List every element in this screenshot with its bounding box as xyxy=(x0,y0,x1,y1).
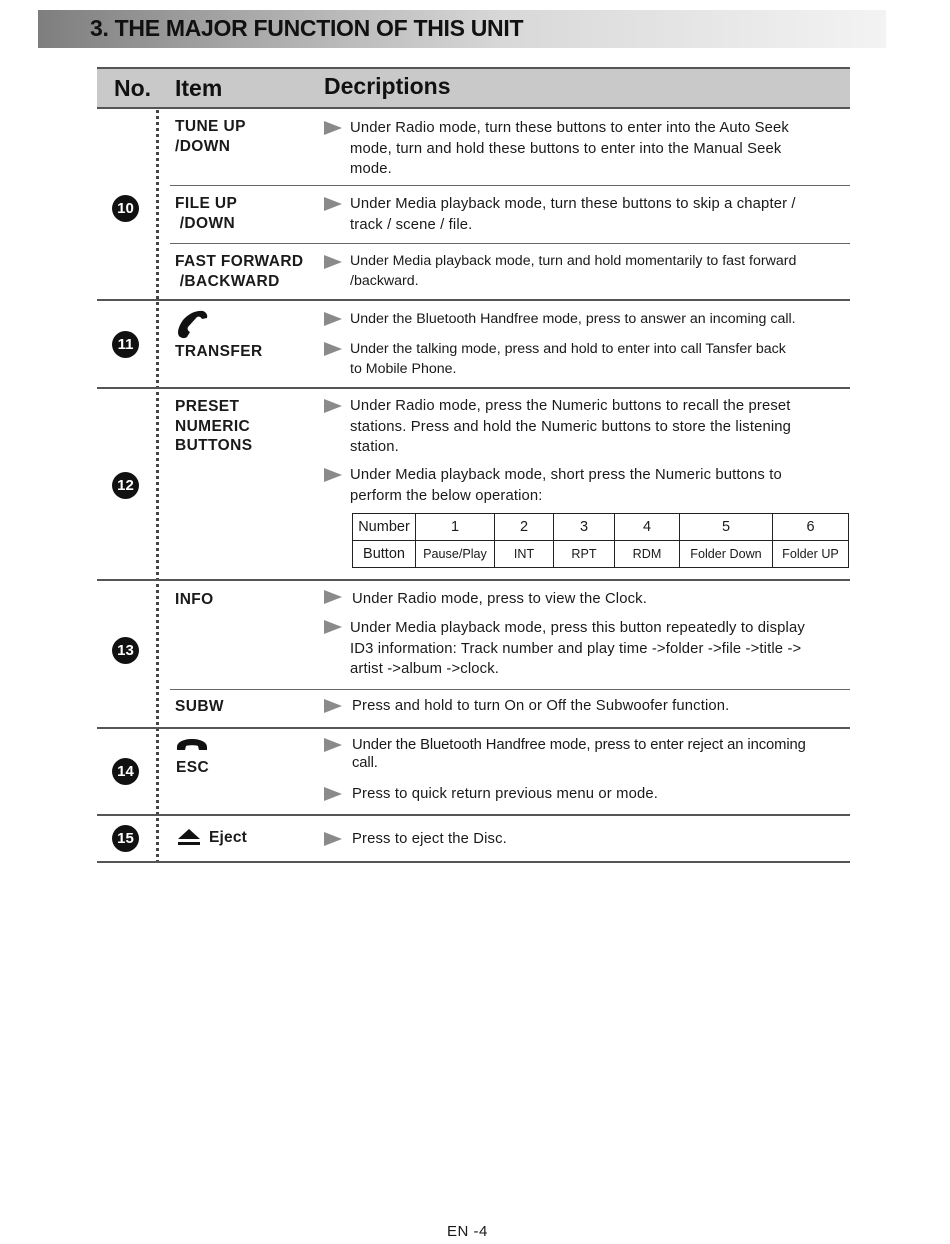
row-number-badge: 10 xyxy=(112,195,139,222)
item-preset: PRESET NUMERIC BUTTONS xyxy=(175,398,253,454)
row-number-badge: 13 xyxy=(112,637,139,664)
table-row xyxy=(353,541,849,568)
bullet-arrow-icon xyxy=(324,399,342,413)
table-cell: 5 xyxy=(680,514,773,541)
page-number: EN -4 xyxy=(447,1223,488,1240)
divider xyxy=(97,861,850,863)
table-row xyxy=(353,514,849,541)
desc-subw: Press and hold to turn On or Off the Subwoofer function. xyxy=(352,698,730,714)
item-file: FILE UP /DOWN xyxy=(175,195,238,232)
divider xyxy=(97,387,850,389)
bullet-arrow-icon xyxy=(324,468,342,482)
table-cell: Folder UP xyxy=(773,541,849,568)
divider xyxy=(97,727,850,729)
item-eject: Eject xyxy=(209,829,248,846)
bullet-arrow-icon xyxy=(324,699,342,713)
desc-call-transfer: Under the talking mode, press and hold to enter into call Tansfer back to Mobile Phone. xyxy=(350,341,786,377)
divider xyxy=(170,185,850,186)
table-cell: Number xyxy=(353,514,416,541)
table-cell: 4 xyxy=(615,514,680,541)
bullet-arrow-icon xyxy=(324,590,342,604)
column-separator xyxy=(156,110,159,863)
numeric-operations-table xyxy=(352,513,849,568)
divider xyxy=(97,814,850,816)
desc-reject-call: Under the Bluetooth Handfree mode, press to enter reject an incoming call. xyxy=(352,737,806,771)
item-esc: ESC xyxy=(176,759,210,776)
desc-file: Under Media playback mode, turn these buttons to skip a chapter / track / scene / file. xyxy=(350,196,796,233)
desc-info-media: Under Media playback mode, press this button repeatedly to display ID3 information: Track number and play time ->folder ->file ->title -> artist ->album ->clock. xyxy=(350,620,805,677)
phone-answer-icon xyxy=(175,309,209,339)
row-number-badge: 12 xyxy=(112,472,139,499)
header-no: No. xyxy=(114,75,152,101)
table-cell: RPT xyxy=(554,541,615,568)
bullet-arrow-icon xyxy=(324,197,342,211)
row-number-badge: 11 xyxy=(112,331,139,358)
divider xyxy=(170,689,850,690)
table-cell: Button xyxy=(353,541,416,568)
item-subw: SUBW xyxy=(175,698,224,715)
item-transfer: TRANSFER xyxy=(175,343,263,360)
bullet-arrow-icon xyxy=(324,787,342,801)
desc-preset-radio: Under Radio mode, press the Numeric buttons to recall the preset stations. Press and hold the Numeric buttons to store the listening station. xyxy=(350,398,792,455)
table-cell: 6 xyxy=(773,514,849,541)
table-cell: 2 xyxy=(495,514,554,541)
bullet-arrow-icon xyxy=(324,121,342,135)
header-descriptions: Decriptions xyxy=(324,73,451,99)
phone-reject-icon xyxy=(176,738,208,752)
divider xyxy=(97,579,850,581)
bullet-arrow-icon xyxy=(324,832,342,846)
eject-icon xyxy=(177,828,201,846)
desc-eject: Press to eject the Disc. xyxy=(352,831,507,847)
desc-preset-media: Under Media playback mode, short press the Numeric buttons to perform the below operation: xyxy=(350,467,782,504)
table-cell: INT xyxy=(495,541,554,568)
desc-tune: Under Radio mode, turn these buttons to enter into the Auto Seek mode, turn and hold these buttons to enter into the Manual Seek mode. xyxy=(350,120,789,177)
bullet-arrow-icon xyxy=(324,342,342,356)
item-info: INFO xyxy=(175,591,214,608)
bullet-arrow-icon xyxy=(324,255,342,269)
bullet-arrow-icon xyxy=(324,312,342,326)
row-number-badge: 15 xyxy=(112,825,139,852)
table-cell: RDM xyxy=(615,541,680,568)
item-tune: TUNE UP /DOWN xyxy=(175,118,246,155)
table-cell: 1 xyxy=(416,514,495,541)
bullet-arrow-icon xyxy=(324,738,342,752)
desc-esc: Press to quick return previous menu or mode. xyxy=(352,786,658,802)
table-cell: 3 xyxy=(554,514,615,541)
table-cell: Pause/Play xyxy=(416,541,495,568)
divider xyxy=(97,299,850,301)
desc-answer-call: Under the Bluetooth Handfree mode, press to answer an incoming call. xyxy=(350,311,796,327)
desc-fast-forward: Under Media playback mode, turn and hold momentarily to fast forward /backward. xyxy=(350,253,797,289)
divider xyxy=(170,243,850,244)
header-item: Item xyxy=(175,75,223,101)
row-number-badge: 14 xyxy=(112,758,139,785)
item-fast-forward: FAST FORWARD /BACKWARD xyxy=(175,253,304,290)
bullet-arrow-icon xyxy=(324,620,342,634)
section-title: 3. THE MAJOR FUNCTION OF THIS UNIT xyxy=(90,15,524,41)
desc-info-radio: Under Radio mode, press to view the Clock. xyxy=(352,591,647,607)
table-cell: Folder Down xyxy=(680,541,773,568)
